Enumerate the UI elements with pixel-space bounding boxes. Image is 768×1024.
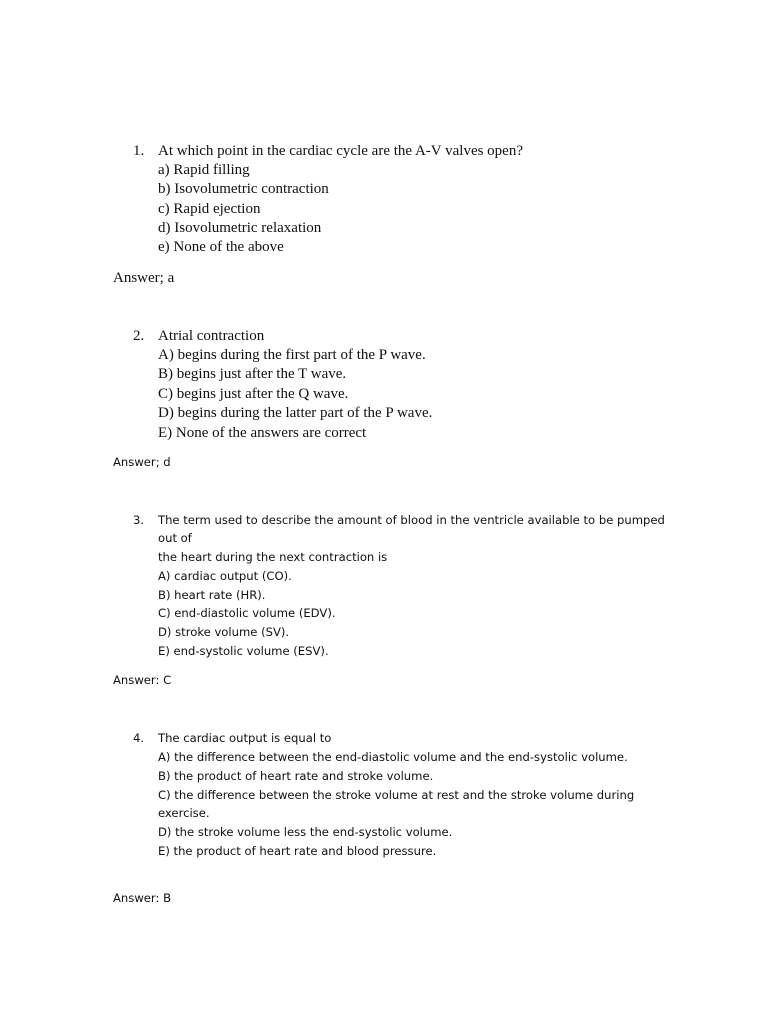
question-stem: At which point in the cardiac cycle are the A-V valves open?: [158, 143, 524, 159]
option-b: b) Isovolumetric contraction: [158, 181, 329, 197]
option-b: B) the product of heart rate and stroke volume.: [158, 769, 434, 783]
option-e: e) None of the above: [158, 239, 284, 255]
option-d: d) Isovolumetric relaxation: [158, 220, 322, 236]
question-stem: Atrial contraction: [158, 328, 265, 344]
option-c: C) begins just after the Q wave.: [158, 386, 349, 402]
option-e: E) the product of heart rate and blood pressure.: [158, 844, 437, 858]
question-number: 4.: [133, 731, 145, 745]
question-stem-line-3: the heart during the next contraction is: [158, 550, 388, 564]
option-d: D) stroke volume (SV).: [158, 625, 290, 639]
option-b: B) begins just after the T wave.: [158, 366, 347, 382]
option-c: C) end-diastolic volume (EDV).: [158, 606, 336, 620]
option-c-continued: exercise.: [158, 806, 210, 820]
option-c: c) Rapid ejection: [158, 201, 261, 217]
question-number: 2.: [133, 328, 145, 344]
answer-text: Answer: B: [113, 891, 172, 905]
option-e: E) end-systolic volume (ESV).: [158, 644, 329, 658]
option-b: B) heart rate (HR).: [158, 588, 266, 602]
question-stem-line-2: out of: [158, 531, 192, 545]
answer-text: Answer; d: [113, 455, 171, 469]
question-number: 1.: [133, 143, 145, 159]
option-d: D) the stroke volume less the end-systolic volume.: [158, 825, 453, 839]
option-a: A) begins during the first part of the P wave.: [158, 347, 426, 363]
option-c: C) the difference between the stroke volume at rest and the stroke volume during: [158, 788, 635, 802]
option-e: E) None of the answers are correct: [158, 425, 367, 441]
option-d: D) begins during the latter part of the P wave.: [158, 405, 433, 421]
option-a: A) the difference between the end-diastolic volume and the end-systolic volume.: [158, 750, 628, 764]
question-number: 3.: [133, 513, 145, 527]
option-a: A) cardiac output (CO).: [158, 569, 292, 583]
question-stem: The cardiac output is equal to: [158, 731, 332, 745]
option-a: a) Rapid filling: [158, 162, 250, 178]
answer-text: Answer: C: [113, 673, 172, 687]
question-stem-line-1: The term used to describe the amount of blood in the ventricle available to be pumped: [158, 513, 665, 527]
answer-text: Answer; a: [113, 270, 175, 286]
